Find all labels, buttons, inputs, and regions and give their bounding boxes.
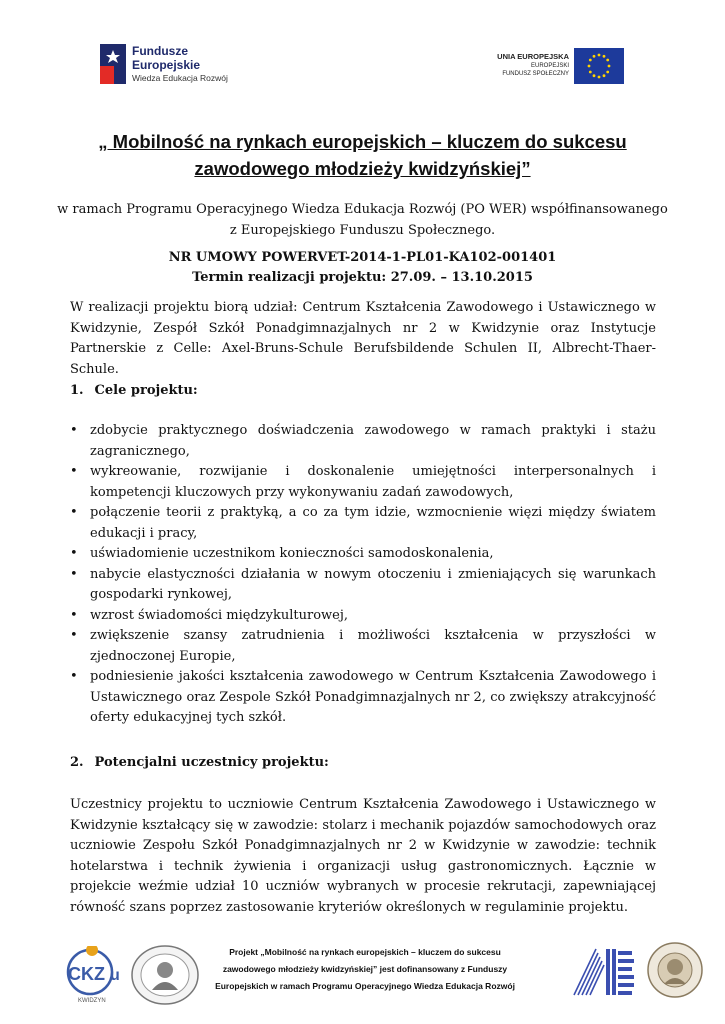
project-dates: Termin realizacji projektu: 27.09. – 13.10.2015 [192, 270, 533, 285]
bullet-icon: • [70, 566, 78, 582]
fundusze-europejskie-flag-icon [100, 44, 126, 84]
fe-logo-line2: Europejskie [132, 58, 201, 72]
section-number: 2. [70, 755, 84, 770]
eu-flag-icon [574, 48, 624, 84]
svg-text:CKZ: CKZ [68, 964, 105, 984]
list-item [70, 626, 656, 667]
ckziu-logo-icon [62, 946, 128, 1004]
fundusze-europejskie-logo [100, 42, 250, 88]
bullet-icon: • [70, 505, 78, 520]
list-item-text: wykreowanie, rozwijanie i doskonalenie umiejętności interpersonalnych i kompetencji kluczowych przy wykonywaniu zadań zawodowych, [90, 464, 656, 500]
ckziu-logo [62, 946, 128, 1004]
section-number: 1. [70, 383, 84, 398]
bullet-icon: • [70, 669, 78, 684]
ckziu-city: KWIDZYN [78, 998, 106, 1004]
bullet-icon: • [70, 628, 78, 643]
footer-text [205, 944, 525, 995]
footer-line2: zawodowego młodzieży kwidzyńskiej” jest dofinansowany z Funduszy [222, 964, 508, 974]
list-item-text: połączenie teorii z praktyką, a co za tym idzie, wzmocnienie więzi między światem edukacji i pracy, [90, 505, 656, 541]
footer-line1: Projekt „Mobilność na rynkach europejskich – kluczem do sukcesu [229, 947, 501, 957]
footer-line3: Europejskich w ramach Programu Operacyjnego Wiedza Edukacja Rozwój [215, 981, 515, 991]
list-item [70, 565, 656, 606]
list-item [70, 667, 656, 729]
list-item-text: uświadomienie uczestnikom konieczności samodoskonalenia, [90, 546, 494, 561]
bullet-icon: • [70, 464, 78, 479]
contract-number: NR UMOWY POWERVET-2014-1-PL01-KA102-001401 [168, 250, 557, 265]
program-line1: w ramach Programu Operacyjnego Wiedza Edukacja Rozwój (PO WER) współfinansowanego [57, 202, 668, 217]
list-item [70, 606, 656, 627]
zsp-logo-icon [130, 944, 200, 1006]
project-title-line2: zawodowego młodzieży kwidzyńskiej” [194, 158, 531, 179]
bullet-icon: • [70, 546, 78, 561]
abs-logo-icon [572, 947, 636, 997]
section-label: Potencjalni uczestnicy projektu: [94, 755, 329, 770]
list-item [70, 421, 656, 462]
unia-europejska-logo [498, 48, 624, 86]
bullet-icon: • [70, 607, 78, 623]
svg-text:u: u [110, 967, 120, 984]
ue-logo-line2: EUROPEJSKI [530, 63, 569, 69]
zsp-logo [130, 944, 200, 1006]
list-item-text: podniesienie jakości kształcenia zawodowego w Centrum Kształcenia Zawodowego i Ustawicznego oraz Zespole Szkół Ponadgimnazjalnych nr 2, co zwiększy atrakcyjność oferty edukacyjnej tych szkół. [90, 669, 656, 725]
section-heading-participants [70, 755, 329, 770]
participants-paragraph: Uczestnicy projektu to uczniowie Centrum Kształcenia Zawodowego i Ustawicznego w Kwidzynie kształcący się w zawodzie: stolarz i mechanik pojazdów samochodowych oraz uczniowie Zespołu Szkół Ponadgimnazjalnych nr 2 w Kwidzynie w zawodzie: technik hotelarstwa i technik żywienia i organizacji usług gastronomicznych. Łącznie w projekcie weźmie udział 10 uczniów wybranych w procesie rekrutacji, zapewniającej równość szans poprzez zastosowanie kryteriów określonych w regulaminie projektu. [70, 797, 656, 915]
section-label: Cele projektu: [94, 383, 198, 398]
goals-list [70, 421, 656, 729]
ue-logo-line1: UNIA EUROPEJSKA [497, 52, 569, 61]
ue-logo-line3: FUNDUSZ SPOŁECZNY [502, 71, 569, 77]
intro-paragraph: W realizacji projektu biorą udział: Centrum Kształcenia Zawodowego i Ustawicznego w Kwidzynie, Zespół Szkół Ponadgimnazjalnych nr 2 w Kwidzynie oraz Instytucje Partnerskie z Celle: Axel-Bruns-Schule Berufsbildende Schulen II, Albrecht-Thaer-Schule. [70, 300, 656, 377]
project-title-line1: „ Mobilność na rynkach europejskich – kluczem do sukcesu [98, 131, 627, 152]
fe-logo-line1: Fundusze [132, 44, 188, 58]
ats-logo-icon [646, 940, 704, 1000]
albrecht-thaer-schule-logo [646, 940, 704, 1000]
fe-logo-line3: Wiedza Edukacja Rozwój [132, 73, 228, 83]
bullet-icon: • [70, 423, 78, 438]
list-item-text: nabycie elastyczności działania w nowym otoczeniu i zmieniających się warunkach gospodarki rynkowej, [90, 566, 656, 602]
list-item-text: wzrost świadomości międzykulturowej, [90, 607, 349, 623]
program-line2: z Europejskiego Funduszu Społecznego. [229, 223, 496, 238]
list-item-text: zwiększenie szansy zatrudnienia i możliwości kształcenia w przyszłości w zjednoczonej Europie, [90, 628, 656, 664]
list-item [70, 503, 656, 544]
list-item [70, 544, 656, 565]
section-heading-goals [70, 383, 198, 398]
axel-bruns-schule-logo [572, 947, 636, 997]
list-item [70, 462, 656, 503]
list-item-text: zdobycie praktycznego doświadczenia zawodowego w ramach praktyki i stażu zagranicznego, [90, 423, 656, 459]
